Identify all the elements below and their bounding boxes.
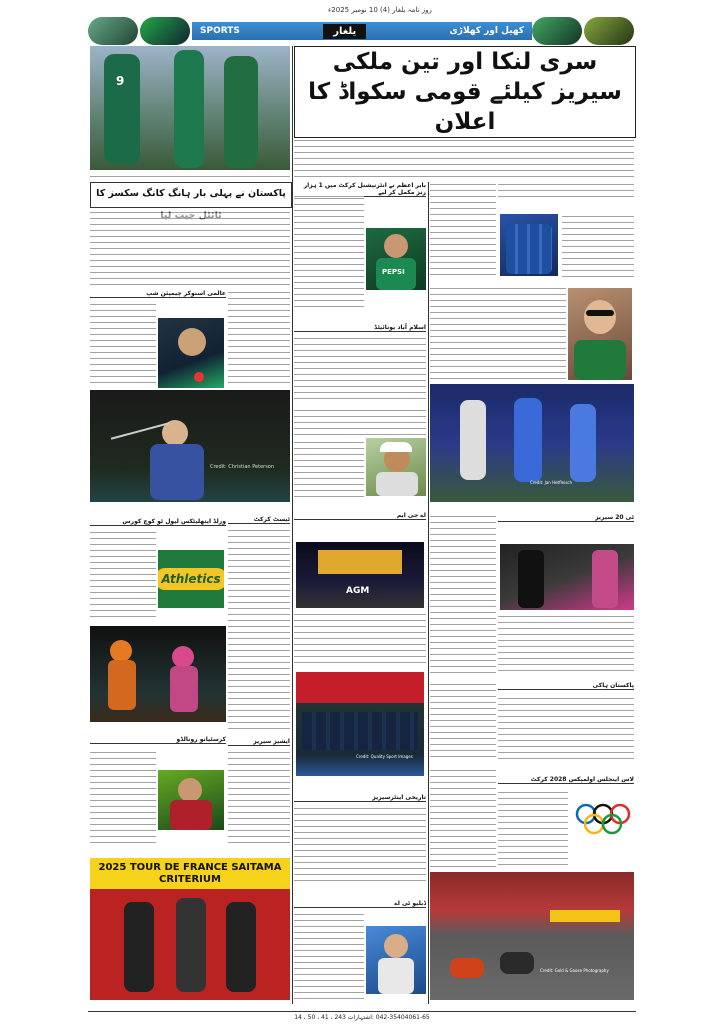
test-cricket-headline: ٹیسٹ کرکٹ xyxy=(228,516,290,524)
t20-left-story-text xyxy=(430,514,496,674)
islamabad-united-headline: اسلام آباد یونائیٹڈ xyxy=(294,324,426,332)
t20-story-text xyxy=(498,614,634,674)
footer-imprint: 042-35404061-65 :اشتہارات 243 ، 41 ، 50 ، 14 xyxy=(88,1011,636,1021)
athletics-logo-text: Athletics xyxy=(158,568,224,590)
snooker-story-text xyxy=(90,302,156,388)
newspaper-page xyxy=(88,6,636,1018)
agm-sign: AGM xyxy=(346,586,370,596)
wta-story-text xyxy=(294,912,364,1000)
olympic-rings-image xyxy=(572,790,634,852)
masthead xyxy=(88,16,636,46)
cricket-match-photo xyxy=(90,626,226,722)
hongkong-sixes-headline: پاکستان نے پہلی بار ہانگ کانگ سکسز کا xyxy=(96,188,286,199)
hongkong-sixes-headline-box xyxy=(90,182,292,208)
cricketer-story-text xyxy=(294,440,364,500)
test-cricket-story-text xyxy=(228,528,290,734)
football-match-photo xyxy=(430,384,634,502)
column-rule-2 xyxy=(428,182,429,1004)
tennis-player-photo xyxy=(366,926,426,994)
coach-portrait-photo xyxy=(568,288,632,380)
main-headline: سری لنکا اور تین ملکی سیریز کیلئے قومی سکواڈ کا اعلان xyxy=(308,49,622,135)
snooker-photo xyxy=(158,318,224,388)
section-band xyxy=(192,22,532,40)
column-rule-1 xyxy=(292,46,293,1004)
hockey-left-story-text xyxy=(430,682,496,762)
t20-match-photo xyxy=(500,544,634,610)
snooker-headline: عالمی اسنوکر چیمپئن شپ xyxy=(90,290,226,298)
masthead-thumb-left-2 xyxy=(140,17,190,45)
masthead-thumb-right xyxy=(532,17,582,45)
masthead-thumb-left xyxy=(88,17,138,45)
athletics-story-text xyxy=(90,530,156,620)
motogp-photo-credit: Credit: Gold & Goose Photography xyxy=(540,968,609,973)
hongkong-story-text xyxy=(90,210,290,286)
babar-azam-headline: بابر اعظم نے انٹرنیشنل کرکٹ میں 1 ہزار رنز مکمل کر لیے xyxy=(294,182,426,197)
football-photo-credit: Credit: Quality Sport Images xyxy=(356,754,413,759)
babar-azam-story-text xyxy=(294,196,364,312)
right-story-2-text xyxy=(498,182,634,202)
ronaldo-story-text xyxy=(90,750,156,844)
masthead-thumb-right-2 xyxy=(584,17,634,45)
hockey-headline: پاکستان ہاکی xyxy=(498,682,634,690)
agm-story-text xyxy=(294,612,426,668)
pepsi-label: PEPSI xyxy=(382,268,405,276)
cricketer-portrait-photo xyxy=(366,438,426,496)
interseries-story-text xyxy=(294,806,426,886)
olympic-rings-icon xyxy=(572,790,634,852)
olympics-story-text xyxy=(498,790,568,870)
photo-caption-lines xyxy=(90,174,290,182)
olympics-left-story-text xyxy=(430,768,496,868)
agm-photo xyxy=(296,542,424,608)
tour-de-france-banner: 2025 TOUR DE FRANCE SAITAMA CRITERIUM xyxy=(98,862,282,885)
cricket-team-photo: 9 xyxy=(90,46,290,170)
ronaldo-photo xyxy=(158,770,224,830)
wta-headline: ڈبلیو ٹی اے xyxy=(294,900,426,908)
right-story-1-text xyxy=(430,182,496,278)
athletics-headline: ورلڈ ایتھلیٹکس لیول ٹو کوچ کورس xyxy=(90,518,226,526)
lead-story-text xyxy=(294,138,634,178)
ashes-story-text xyxy=(228,750,290,844)
section-ur: کھیل اور کھلاڑی xyxy=(449,26,524,36)
interseries-headline: تاریخی اینٹرسیریز xyxy=(294,794,426,802)
golf-photo xyxy=(90,390,290,502)
sidebar-story-text xyxy=(228,290,290,388)
main-headline-box xyxy=(294,46,636,138)
football-match-credit: Credit: Jan Hetfleisch xyxy=(530,480,573,485)
coach-story-text xyxy=(430,286,566,380)
section-en: SPORTS xyxy=(200,26,240,36)
ronaldo-headline: کرسٹیانو رونالڈو xyxy=(90,736,226,744)
cricket-celebration-photo xyxy=(500,214,558,276)
agm-headline: اے جی ایم xyxy=(294,512,426,520)
hockey-story-text xyxy=(498,696,634,764)
football-team-photo xyxy=(296,672,424,776)
dateline: روز نامہ یلغار (4) 10 نومبر 2025ء xyxy=(328,6,432,14)
ashes-headline: ایشیز سیریز xyxy=(228,738,290,746)
right-story-3-text xyxy=(562,214,634,278)
t20-series-headline: ٹی 20 سیریز xyxy=(498,514,634,522)
athletics-logo-photo xyxy=(158,550,224,608)
golf-photo-credit: Credit: Christian Peterson xyxy=(210,464,275,470)
governor-story-text xyxy=(294,408,426,438)
babar-azam-photo xyxy=(366,228,426,290)
motogp-photo xyxy=(430,872,634,1000)
islamabad-story-text xyxy=(294,336,426,400)
olympics-headline: لاس اینجلس اولمپکس 2028 کرکٹ xyxy=(498,776,634,784)
paper-logo: یلغار xyxy=(323,24,366,39)
tour-de-france-photo xyxy=(90,858,290,1000)
